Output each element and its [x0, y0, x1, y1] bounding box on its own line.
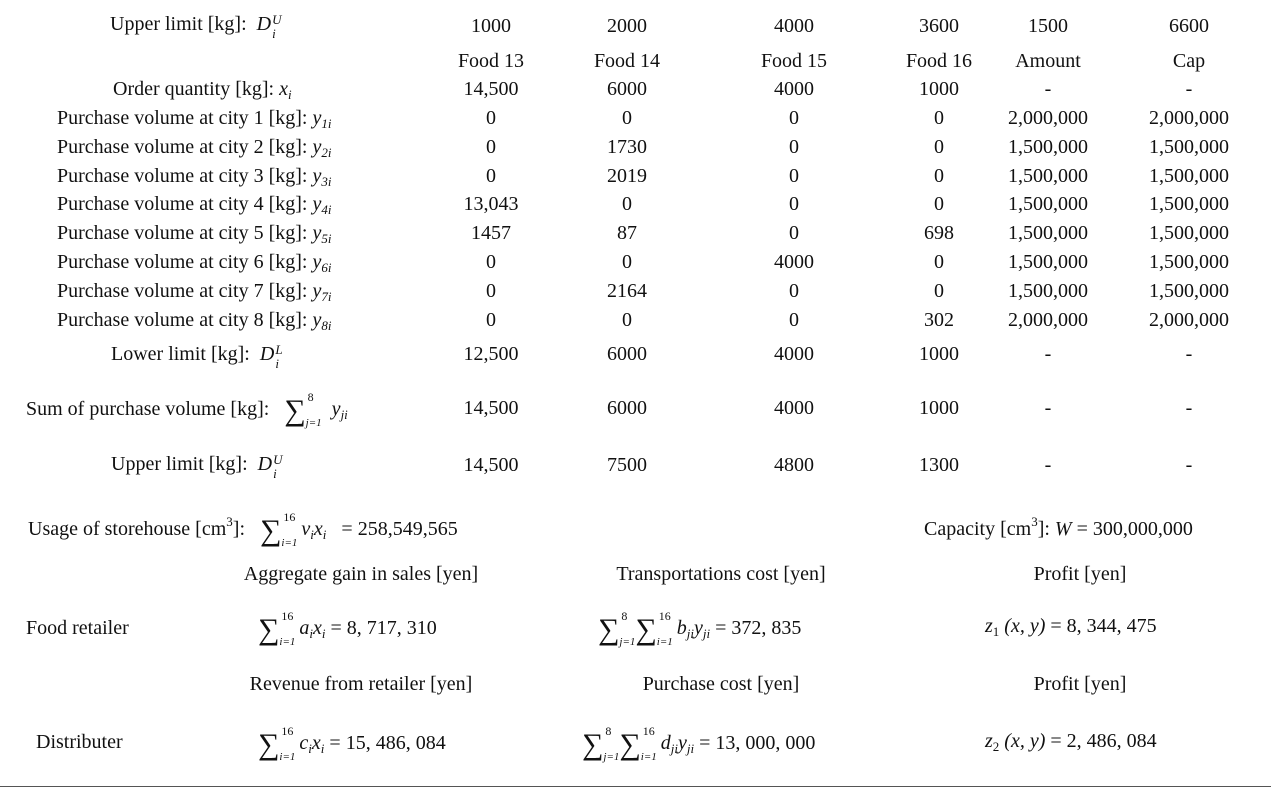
- lower-val-4: 1000: [919, 343, 959, 365]
- order-val-4: 1000: [919, 78, 959, 100]
- purchase-row-cell: 0: [789, 193, 799, 215]
- lower-val-5: -: [1044, 343, 1052, 365]
- purchase-row-cell: 2,000,000: [1008, 107, 1088, 129]
- purchase-row-cell: 4000: [774, 251, 814, 273]
- purchase-row-cell: 0: [486, 280, 496, 302]
- top-val-6: 6600: [1169, 15, 1209, 37]
- purchase-row-cell: 1,500,000: [1008, 165, 1088, 187]
- purchase-row-cell: 698: [924, 222, 954, 244]
- col-header-cap: Cap: [1172, 50, 1206, 72]
- purchase-row-cell: 0: [934, 136, 944, 158]
- purchase-row-cell: 302: [924, 309, 954, 331]
- retailer-transport-formula: ∑ 8 j=1 ∑ 16 i=1 $b_{ji}y_{ji} = 372$, 835: [598, 609, 802, 648]
- retailer-profit-formula: $z_1$ (x, y) = 8, 344, 475: [985, 615, 1157, 639]
- upper-val-5: -: [1044, 454, 1052, 476]
- purchase-row-label: Purchase volume at city 1 [kg]: $y_{1i}$: [57, 107, 332, 131]
- distributer-revenue-formula: ∑ 16 i=1 $c_ix_i = 15$, 486, 084: [258, 724, 446, 763]
- order-val-3: 4000: [774, 78, 814, 100]
- col-header-food15: Food 15: [760, 50, 828, 72]
- upper-limit-label: Upper limit [kg]: D U i: [111, 452, 283, 481]
- upper-val-4: 1300: [919, 454, 959, 476]
- retailer-head-profit: Profit [yen]: [1033, 563, 1127, 585]
- purchase-row-cell: 0: [789, 280, 799, 302]
- purchase-row-cell: 0: [789, 165, 799, 187]
- purchase-row-cell: 0: [486, 107, 496, 129]
- top-val-4: 3600: [919, 15, 959, 37]
- retailer-head-transport: Transportations cost [yen]: [616, 563, 826, 585]
- purchase-row-cell: 1,500,000: [1149, 251, 1229, 273]
- purchase-row-cell: 2164: [607, 280, 647, 302]
- distributer-head-revenue: Revenue from retailer [yen]: [249, 673, 473, 695]
- purchase-row-cell: 1,500,000: [1149, 280, 1229, 302]
- lower-val-1: 12,500: [463, 343, 519, 365]
- lower-limit-label: Lower limit [kg]: D L i: [111, 342, 283, 371]
- bottom-rule: [0, 786, 1271, 787]
- purchase-row-cell: 0: [622, 251, 632, 273]
- purchase-row-cell: 0: [486, 309, 496, 331]
- top-val-1: 1000: [471, 15, 511, 37]
- upper-val-3: 4800: [774, 454, 814, 476]
- sum-val-2: 6000: [607, 397, 647, 419]
- purchase-row-cell: 13,043: [463, 193, 519, 215]
- sum-sign: ∑: [582, 728, 604, 761]
- sum-sign: ∑: [258, 728, 280, 761]
- distributer-name: Distributer: [36, 731, 123, 753]
- lower-val-2: 6000: [607, 343, 647, 365]
- purchase-row-cell: 0: [486, 251, 496, 273]
- sum-sign: ∑: [619, 728, 641, 761]
- purchase-row-cell: 1,500,000: [1008, 136, 1088, 158]
- upper-val-6: -: [1185, 454, 1193, 476]
- purchase-row-cell: 1,500,000: [1149, 222, 1229, 244]
- sum-sign: ∑: [284, 394, 306, 427]
- sum-sign: ∑: [635, 613, 657, 646]
- distributer-purchase-formula: ∑ 8 j=1 ∑ 16 i=1 $d_{ji}y_{ji} = 13$, 000, 000: [582, 724, 816, 763]
- top-val-2: 2000: [607, 15, 647, 37]
- purchase-row-cell: 1,500,000: [1008, 222, 1088, 244]
- purchase-row-cell: 1457: [471, 222, 511, 244]
- top-val-3: 4000: [774, 15, 814, 37]
- sum-val-6: -: [1185, 397, 1193, 419]
- lower-val-3: 4000: [774, 343, 814, 365]
- col-header-food16: Food 16: [905, 50, 973, 72]
- storehouse-usage: Usage of storehouse $[cm^3]$: ∑ 16 i=1 $v_ix_i$ = 258,549,565: [28, 510, 458, 549]
- purchase-row-cell: 0: [789, 309, 799, 331]
- purchase-row-cell: 1,500,000: [1008, 280, 1088, 302]
- sum-val-1: 14,500: [463, 397, 519, 419]
- purchase-row-label: Purchase volume at city 2 [kg]: $y_{2i}$: [57, 136, 332, 160]
- purchase-row-cell: 2,000,000: [1149, 309, 1229, 331]
- purchase-row-cell: 2,000,000: [1008, 309, 1088, 331]
- purchase-row-label: Purchase volume at city 3 [kg]: $y_{3i}$: [57, 165, 332, 189]
- col-header-food14: Food 14: [593, 50, 661, 72]
- purchase-row-cell: 2,000,000: [1149, 107, 1229, 129]
- purchase-row-cell: 0: [789, 107, 799, 129]
- sum-val-3: 4000: [774, 397, 814, 419]
- purchase-row-cell: 0: [934, 165, 944, 187]
- sum-sign: ∑: [260, 514, 282, 547]
- storehouse-capacity: Capacity $[cm^3]$: W = 300,000,000: [924, 514, 1193, 540]
- purchase-row-cell: 0: [789, 222, 799, 244]
- purchase-row-cell: 0: [486, 136, 496, 158]
- top-upper-limit-label: Upper limit [kg]: D U i: [110, 12, 282, 41]
- purchase-row-cell: 0: [934, 251, 944, 273]
- distributer-profit-formula: $z_2$ (x, y) = 2, 486, 084: [985, 730, 1157, 754]
- purchase-row-label: Purchase volume at city 8 [kg]: $y_{8i}$: [57, 309, 332, 333]
- purchase-row-cell: 1730: [607, 136, 647, 158]
- order-val-6: -: [1185, 78, 1193, 100]
- purchase-row-label: Purchase volume at city 7 [kg]: $y_{7i}$: [57, 280, 332, 304]
- retailer-head-gain: Aggregate gain in sales [yen]: [243, 563, 479, 585]
- purchase-row-cell: 1,500,000: [1149, 193, 1229, 215]
- purchase-row-cell: 1,500,000: [1008, 251, 1088, 273]
- purchase-row-cell: 0: [622, 309, 632, 331]
- sum-purchase-label: Sum of purchase volume [kg]: ∑ 8 j=1 $y_{ji}$: [26, 390, 348, 429]
- retailer-gain-formula: ∑ 16 i=1 $a_ix_i = 8$, 717, 310: [258, 609, 437, 648]
- purchase-row-label: Purchase volume at city 6 [kg]: $y_{6i}$: [57, 251, 332, 275]
- sum-sign: ∑: [598, 613, 620, 646]
- upper-val-2: 7500: [607, 454, 647, 476]
- purchase-row-cell: 0: [622, 193, 632, 215]
- top-val-5: 1500: [1028, 15, 1068, 37]
- sum-val-4: 1000: [919, 397, 959, 419]
- purchase-row-cell: 0: [934, 107, 944, 129]
- sum-val-5: -: [1044, 397, 1052, 419]
- purchase-row-label: Purchase volume at city 4 [kg]: $y_{4i}$: [57, 193, 332, 217]
- purchase-row-cell: 2019: [607, 165, 647, 187]
- order-val-1: 14,500: [463, 78, 519, 100]
- purchase-row-cell: 0: [486, 165, 496, 187]
- order-val-2: 6000: [607, 78, 647, 100]
- lower-val-6: -: [1185, 343, 1193, 365]
- upper-val-1: 14,500: [463, 454, 519, 476]
- purchase-row-cell: 1,500,000: [1149, 165, 1229, 187]
- order-val-5: -: [1044, 78, 1052, 100]
- distributer-head-purchase: Purchase cost [yen]: [642, 673, 800, 695]
- purchase-row-cell: 0: [622, 107, 632, 129]
- purchase-row-label: Purchase volume at city 5 [kg]: $y_{5i}$: [57, 222, 332, 246]
- order-quantity-label: Order quantity [kg]: $x_i$: [113, 78, 292, 102]
- purchase-row-cell: 0: [934, 280, 944, 302]
- sum-sign: ∑: [258, 613, 280, 646]
- purchase-row-cell: 1,500,000: [1149, 136, 1229, 158]
- purchase-row-cell: 0: [789, 136, 799, 158]
- purchase-row-cell: 1,500,000: [1008, 193, 1088, 215]
- distributer-head-profit: Profit [yen]: [1033, 673, 1127, 695]
- purchase-row-cell: 0: [934, 193, 944, 215]
- retailer-name: Food retailer: [26, 617, 129, 639]
- col-header-amount: Amount: [1015, 50, 1081, 72]
- purchase-row-cell: 87: [617, 222, 637, 244]
- col-header-food13: Food 13: [457, 50, 525, 72]
